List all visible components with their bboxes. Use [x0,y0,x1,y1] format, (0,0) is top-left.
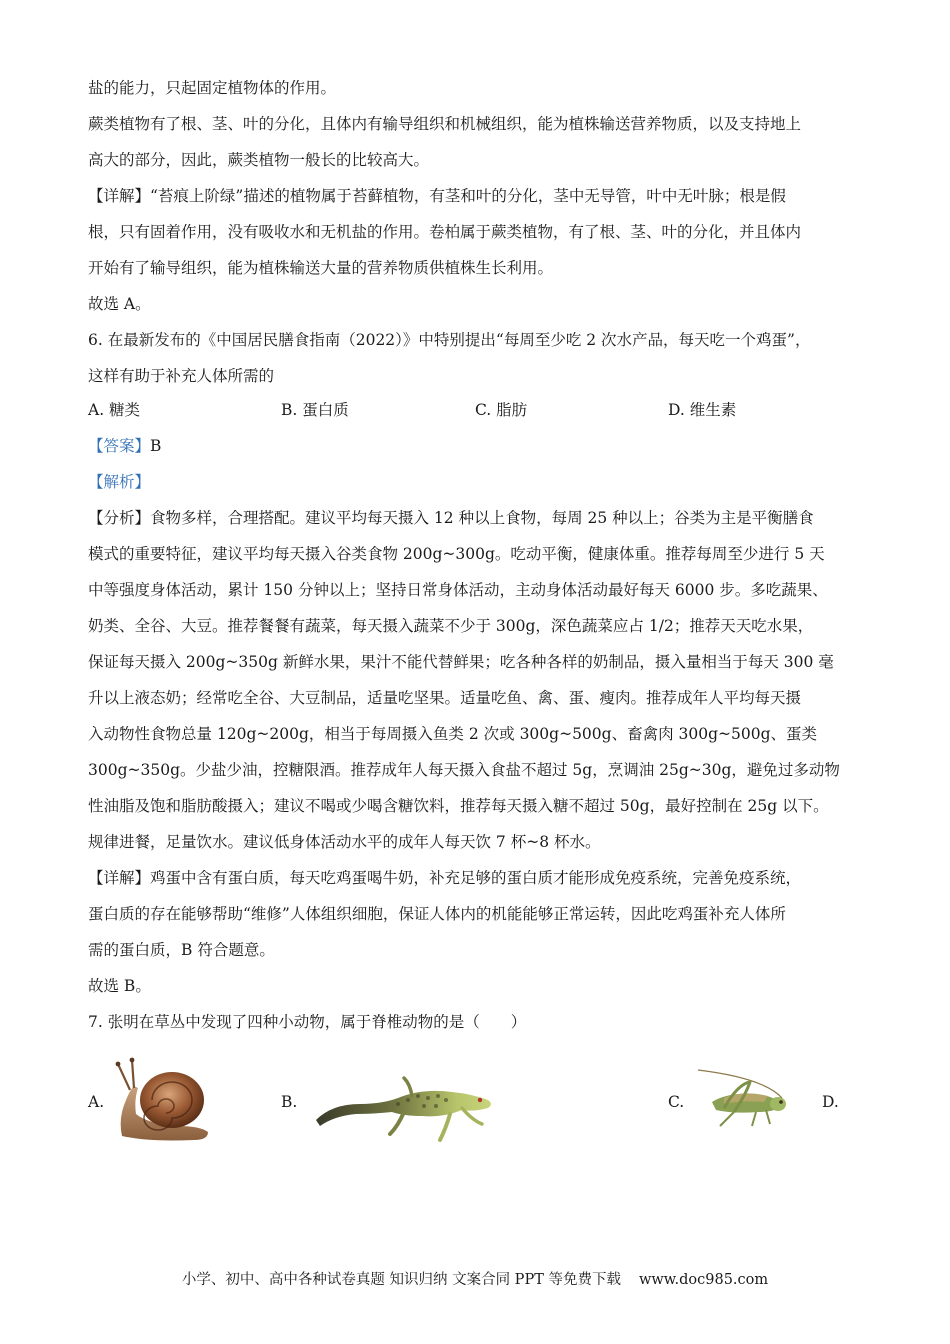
text-line: 规律进餐，足量饮水。建议低身体活动水平的成年人每天饮 7 杯~8 杯水。 [88,833,601,851]
text-line: 【详解】“苔痕上阶绿”描述的植物属于苔藓植物，有茎和叶的分化，茎中无导管，叶中无叶脉；根是假 [88,187,786,205]
grasshopper-image [694,1068,794,1130]
text-line: 根，只有固着作用，没有吸收水和无机盐的作用。卷柏属于蕨类植物，有了根、茎、叶的分化，并且体内 [88,223,802,241]
text-line: 盐的能力，只起固定植物体的作用。 [88,79,337,97]
text-line: 蕨类植物有了根、茎、叶的分化，且体内有输导组织和机械组织，能为植株输送营养物质，以及支持地上 [88,115,802,133]
text-line: 中等强度身体活动，累计 150 分钟以上；坚持日常身体活动，主动身体活动最好每天 6000 步。多吃蔬果、 [88,581,828,599]
analysis-tag: 【解析】 [88,473,151,491]
q7-option-b: B. [281,1093,298,1111]
text-line: 开始有了输导组织，能为植株输送大量的营养物质供植株生长利用。 [88,259,554,277]
text-line: 需的蛋白质，B 符合题意。 [88,941,275,959]
text-line: 故选 A。 [88,295,151,313]
q7-option-d: D. [822,1093,839,1111]
q6-option-d: D. 维生素 [668,401,737,419]
question-6-text: 这样有助于补充人体所需的 [88,367,275,385]
question-7-text: 7. 张明在草丛中发现了四种小动物，属于脊椎动物的是（ ） [88,1013,527,1031]
page-footer [0,1270,950,1290]
text-line: 保证每天摄入 200g~350g 新鲜水果，果汁不能代替鲜果；吃各种各样的奶制品，摄入量相当于每天 300 毫 [88,653,834,671]
question-6-text: 6. 在最新发布的《中国居民膳食指南（2022）》中特别提出“每周至少吃 2 次水产品，每天吃一个鸡蛋”， [88,331,811,349]
footer-text: 小学、初中、高中各种试卷真题 知识归纳 文案合同 PPT 等免费下载 [181,1272,621,1288]
text-line: 升以上液态奶；经常吃全谷、大豆制品，适量吃坚果。适量吃鱼、禽、蛋、瘦肉。推荐成年人平均每天摄 [88,689,802,707]
answer-value: B [150,437,162,455]
q6-option-b: B. 蛋白质 [281,401,349,419]
answer-tag: 【答案】 [88,437,151,455]
text-line: 性油脂及饱和脂肪酸摄入；建议不喝或少喝含糖饮料，推荐每天摄入糖不超过 50g，最好控制在 25g 以下。 [88,797,829,815]
text-line: 【分析】食物多样，合理搭配。建议平均每天摄入 12 种以上食物，每周 25 种以上；谷类为主是平衡膳食 [88,509,814,527]
q6-option-a: A. 糖类 [88,401,141,419]
snail-image [108,1056,210,1142]
text-line: 蛋白质的存在能够帮助“维修”人体组织细胞，保证人体内的机能能够正常运转，因此吃鸡蛋补充人体所 [88,905,786,923]
q7-option-a: A. [88,1093,105,1111]
text-line: 奶类、全谷、大豆。推荐餐餐有蔬菜，每天摄入蔬菜不少于 300g，深色蔬菜应占 1/2；推荐天天吃水果， [88,617,814,635]
text-line: 模式的重要特征，建议平均每天摄入谷类食物 200g~300g。吃动平衡，健康体重。推荐每周至少进行 5 天 [88,545,825,563]
text-line: 高大的部分，因此，蕨类植物一般长的比较高大。 [88,151,430,169]
text-line: 入动物性食物总量 120g~200g，相当于每周摄入鱼类 2 次或 300g~500g、畜禽肉 300g~500g、蛋类 [88,725,818,743]
footer-url[interactable]: www.doc985.com [638,1272,769,1288]
text-line: 300g~350g。少盐少油，控糖限酒。推荐成年人每天摄入食盐不超过 5g，烹调油 25g~30g，避免过多动物 [88,761,840,779]
text-line: 故选 B。 [88,977,151,995]
lizard-image [312,1074,496,1148]
answer-line [88,436,161,456]
q7-option-c: C. [668,1093,685,1111]
q6-option-c: C. 脂肪 [475,401,528,419]
text-line: 【详解】鸡蛋中含有蛋白质，每天吃鸡蛋喝牛奶，补充足够的蛋白质才能形成免疫系统，完善免疫系统， [88,869,802,887]
